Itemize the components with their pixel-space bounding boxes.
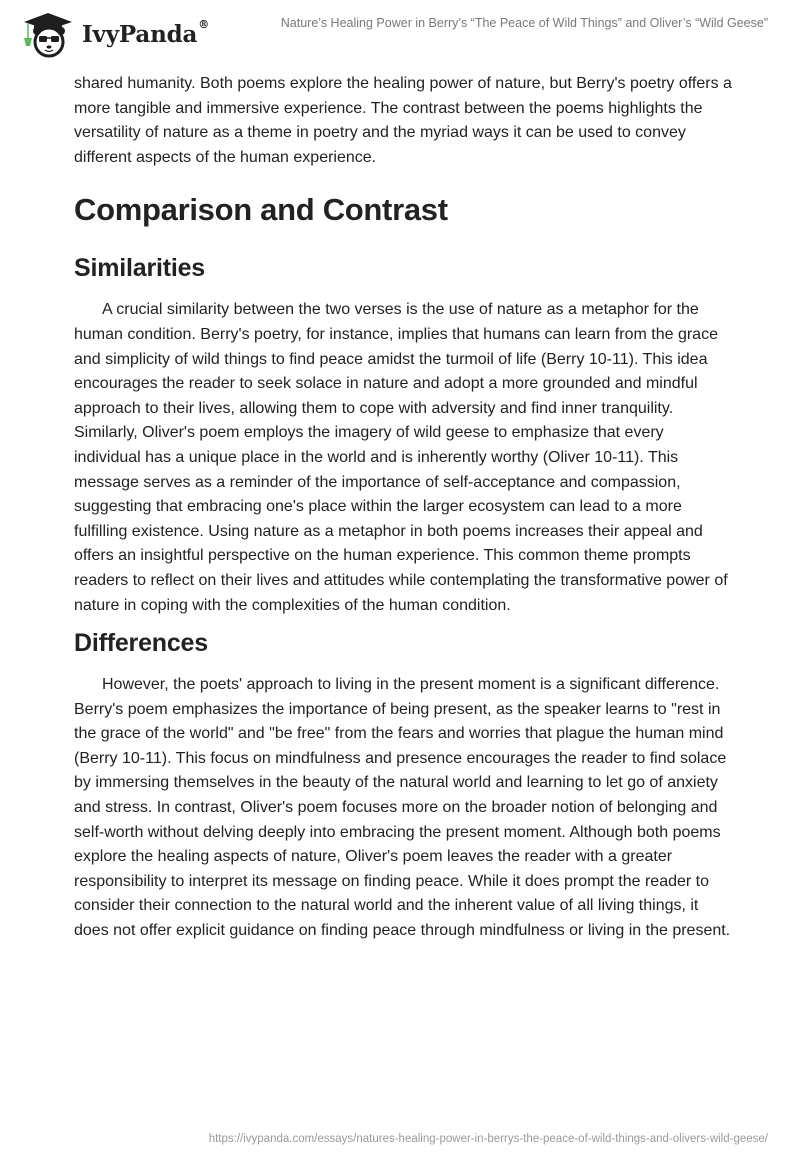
ivypanda-logo[interactable] [18,10,209,58]
section-heading: Comparison and Contrast [74,192,448,228]
registered-mark: ® [198,17,209,31]
source-url[interactable]: https://ivypanda.com/essays/natures-healing-power-in-berrys-the-peace-of-wild-things-and-olivers-wild-geese/ [208,1133,768,1145]
similarities-paragraph: A crucial similarity between the two verses is the use of nature as a metaphor for the human condition. Berry's poetry, for instance, implies that humans can learn from the grace and simplicity of wild things to find peace amidst the turmoil of life (Berry 10-11). This idea encourages the reader to seek solace in nature and adopt a more grounded and mindful approach to their lives, allowing them to cope with adversity and find inner tranquility. Similarly, Oliver's poem employs the imagery of wild geese to emphasize that every individual has a unique place in the world and is inherently worthy (Oliver 10-11). This message serves as a reminder of the importance of self-acceptance and compassion, suggesting that embracing one's place within the larger ecosystem can lead to a more fulfilling existence. Using nature as a metaphor in both poems increases their appeal and offers an insightful perspective on the human experience. This common theme prompts readers to reflect on their lives and attitudes while contemplating the transformative power of nature in coping with the complexities of the human condition. [74,301,728,614]
section-heading-wrapper [74,192,734,242]
document-title: Nature’s Healing Power in Berry’s “The Peace of Wild Things” and Oliver’s “Wild Geese” [280,16,768,30]
differences-paragraph: However, the poets' approach to living in the present moment is a significant difference. Berry's poem emphasizes the importance of being present, as the speaker learns to "rest in the grace of the world" and "be free" from the fears and worries that plague the human mind (Berry 10-11). This focus on mindfulness and presence encourages the reader to find solace by immersing themselves in the beauty of the natural world and learning to let go of anxiety and stress. In contrast, Oliver's poem focuses more on the broader notion of belonging and self-worth without delving deeply into embracing the present moment. Although both poems explore the healing aspects of nature, Oliver's poem leaves the reader with a greater responsibility to interpret its message on finding peace. While it does prompt the reader to consider their connection to the natural world and the inherent value of all living things, it does not offer explicit guidance on finding peace through mindfulness or living in the present. [74,676,731,940]
similarities-heading-wrapper [74,254,734,298]
differences-heading-wrapper [74,629,734,673]
similarities-heading: Similarities [74,254,205,283]
differences-heading: Differences [74,629,208,658]
page-header [0,0,800,62]
brand-name: IvyPanda® [82,17,209,48]
panda-graduate-icon [18,10,76,58]
essay-body [74,72,734,944]
intro-paragraph: shared humanity. Both poems explore the healing power of nature, but Berry's poetry offers a more tangible and immersive experience. The contrast between the poems highlights the versatility of nature as a theme in poetry and the myriad ways it can be used to convey different aspects of the human experience. [74,75,732,166]
